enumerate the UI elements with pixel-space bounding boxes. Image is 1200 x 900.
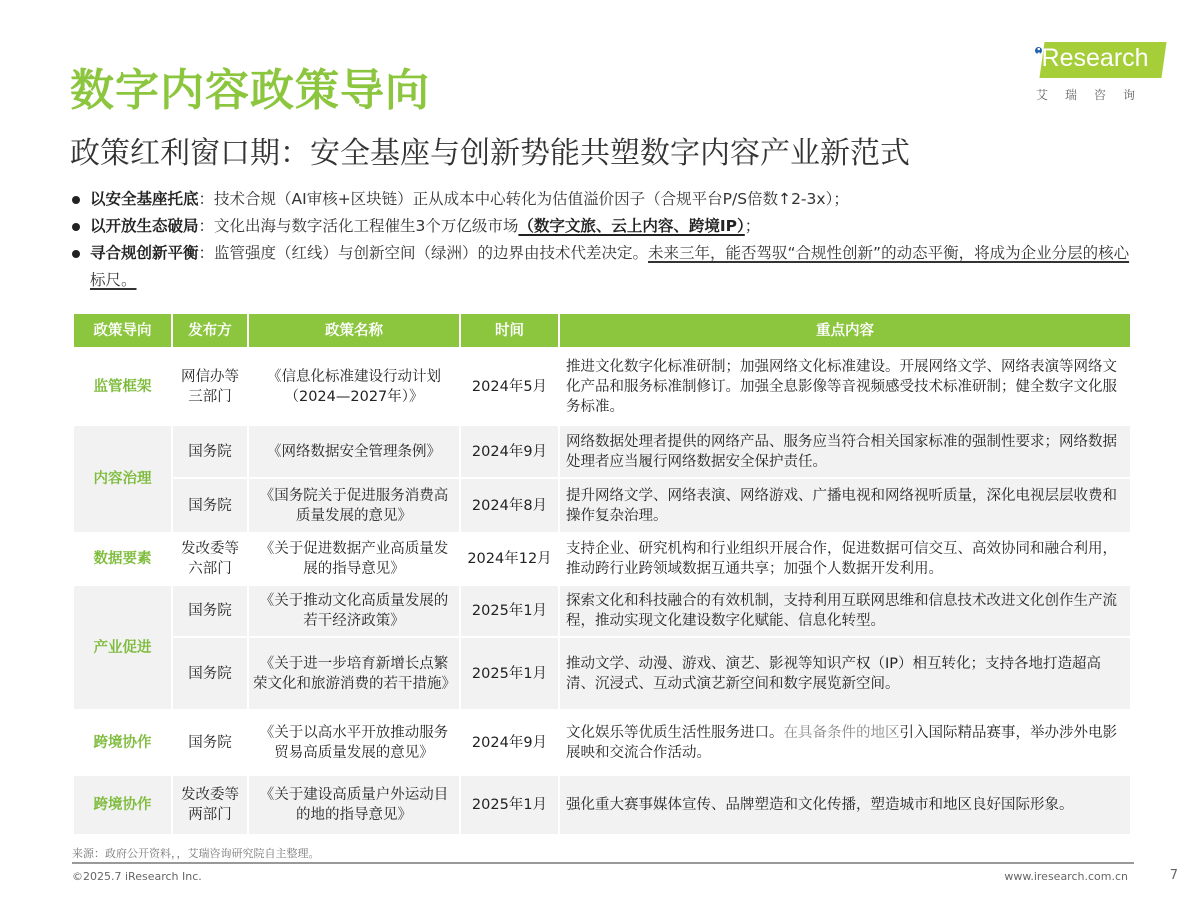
key-points bbox=[70, 186, 1140, 294]
bullet-item: 寻合规创新平衡：监管强度（红线）与创新空间（绿洲）的边界由技术代差决定。未来三年，能否驾驭“合规性创新”的动态平衡，将成为企业分层的核心标尺。 bbox=[70, 240, 1140, 294]
table-row: 监管框架 网信办等三部门 《信息化标准建设行动计划（2024—2027年）》 2024年5月 推进文化数字化标准研制；加强网络文化标准建设。开展网络文学、网络表演等网络文化产品和服务标准制修订。加强全息影像等音视频感受技术标准研制；健全数字文化服务标准。 bbox=[93, 358, 1117, 415]
iresearch-logo: iResearch 艾瑞咨询 bbox=[1030, 38, 1170, 108]
table-row: 产业促进 国务院 《关于推动文化高质量发展的若干经济政策》 2025年1月 探索文化和科技融合的有效机制，支持利用互联网思维和信息技术改进文化创作生产流程，推动实现文化建设数字化赋能、信息化转型。 bbox=[74, 586, 1130, 636]
page-number: 7 bbox=[1169, 868, 1178, 883]
table-header: 政策导向 发布方 政策名称 时间 重点内容 bbox=[74, 314, 1130, 347]
page-subtitle: 政策红利窗口期：安全基座与创新势能共塑数字内容产业新范式 bbox=[70, 136, 910, 171]
page-title: 数字内容政策导向 bbox=[70, 65, 430, 116]
table-row: 国务院 《关于进一步培育新增长点繁荣文化和旅游消费的若干措施》 2025年1月 推动文学、动漫、游戏、演艺、影视等知识产权（IP）相互转化；支持各地打造超高清、沉浸式、互动式演艺新空间和数字展览新空间。 bbox=[74, 638, 1130, 709]
copyright: ©2025.7 iResearch Inc. bbox=[72, 870, 202, 883]
table-row: 国务院 《国务院关于促进服务消费高质量发展的意见》 2024年8月 提升网络文学、网络表演、网络游戏、广播电视和网络视听质量，深化电视层层收费和操作复杂治理。 bbox=[74, 479, 1130, 532]
table-row: 数据要素 发改委等六部门 《关于促进数据产业高质量发展的指导意见》 2024年12月 支持企业、研究机构和行业组织开展合作，促进数据可信交互、高效协同和融合利用，推动跨行业跨领域数据互通共享；加强个人数据开发利用。 bbox=[93, 541, 1117, 577]
policy-table bbox=[72, 312, 1132, 836]
table-row: 内容治理 国务院 《网络数据安全管理条例》 2024年9月 网络数据处理者提供的网络产品、服务应当符合相关国家标准的强制性要求；网络数据处理者应当履行网络数据安全保护责任。 bbox=[74, 426, 1130, 477]
table-row: 跨境协作 发改委等两部门 《关于建设高质量户外运动目的地的指导意见》 2025年1月 强化重大赛事媒体宣传、品牌塑造和文化传播，塑造城市和地区良好国际形象。 bbox=[74, 776, 1130, 834]
source-note: 来源：政府公开资料，，艾瑞咨询研究院自主整理。 bbox=[72, 847, 320, 860]
footer-divider bbox=[72, 862, 1134, 864]
bullet-item: 以开放生态破局：文化出海与数字活化工程催生3个万亿级市场（数字文旅、云上内容、跨境IP）； bbox=[70, 213, 1140, 240]
website-link[interactable]: www.iresearch.com.cn bbox=[1004, 870, 1128, 883]
bullet-item: 以安全基座托底：技术合规（AI审核+区块链）正从成本中心转化为估值溢价因子（合规平台P/S倍数↑2-3x）； bbox=[70, 186, 1140, 213]
table-row: 跨境协作 国务院 《关于以高水平开放推动服务贸易高质量发展的意见》 2024年9月 文化娱乐等优质生活性服务进口。在具备条件的地区引入国际精品赛事，举办涉外电影展映和交流合作活动。 bbox=[93, 724, 1117, 761]
